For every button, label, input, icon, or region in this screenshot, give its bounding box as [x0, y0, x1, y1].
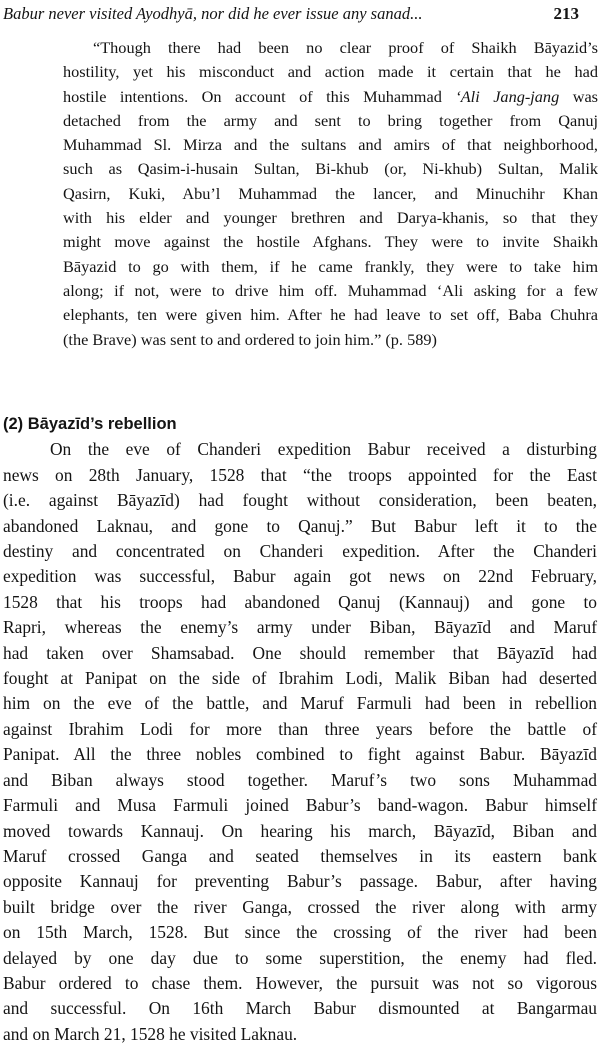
- running-title: Babur never visited Ayodhyā, nor did he ever issue any sanad...: [3, 4, 423, 23]
- quote-line: along; if not, were to drive him off. Muhammad ‘Ali asking for a few: [63, 280, 598, 300]
- body-line: Panipat. All the three nobles combined to fight against Babur. Bāyazīd: [3, 744, 597, 765]
- body-line: and Biban always stood together. Maruf’s two sons Muhammad: [3, 769, 597, 790]
- body-line: Maruf crossed Ganga and seated themselves in its eastern bank: [3, 845, 597, 866]
- body-line: 1528 that his troops had abandoned Qanuj (Kannauj) and gone to: [3, 591, 597, 612]
- quote-line: detached from the army and sent to bring together from Qanuj: [63, 110, 598, 130]
- body-line: Rapri, whereas the enemy’s army under Biban, Bāyazīd and Maruf: [3, 617, 597, 638]
- italic-name: ‘Ali Jang-jang: [455, 86, 560, 106]
- body-line: built bridge over the river Ganga, crossed the river along with army: [3, 896, 597, 917]
- body-line: and on March 21, 1528 he visited Laknau.: [3, 1023, 298, 1044]
- quote-line: Qasirn, Kuki, Abu’l Muhammad the lancer, and Minuchihr Khan: [63, 183, 598, 203]
- quote-line: might move against the hostile Afghans. They were to invite Shaikh: [63, 232, 598, 252]
- quote-line-start: hostile intentions. On account of this Muhammad: [63, 86, 456, 106]
- body-line: expedition was successful, Babur again got news on 22nd February,: [3, 566, 597, 587]
- body-line: Babur ordered to chase them. However, the pursuit was not so vigorous: [3, 972, 597, 993]
- body-line: abandoned Laknau, and gone to Qanuj.” But Babur left it to the: [3, 515, 597, 536]
- quote-line: “Though there had been no clear proof of Shaikh Bāyazid’s: [93, 38, 598, 57]
- body-line: and successful. On 16th March Babur dismounted at Bangarmau: [3, 998, 597, 1019]
- body-line: (i.e. against Bāyazīd) had fought without consideration, been beaten,: [3, 490, 597, 511]
- section-heading: (2) Bāyazīd’s rebellion: [3, 415, 177, 433]
- body-line: him on the eve of the battle, and Maruf Farmuli had been in rebellion: [3, 693, 597, 714]
- quote-line: (the Brave) was sent to and ordered to join him.” (p. 589): [63, 329, 437, 349]
- body-line: news on 28th January, 1528 that “the troops appointed for the East: [3, 464, 597, 485]
- quote-line: such as Qasim-i-husain Sultan, Bi-khub (or, Ni-khub) Sultan, Malik: [63, 159, 598, 179]
- quote-line: elephants, ten were given him. After he had leave to set off, Baba Chuhra: [63, 305, 598, 325]
- quote-line-with-name: [63, 85, 598, 109]
- quote-line: Bāyazid to go with them, if he came frankly, they were to take him: [63, 256, 598, 276]
- section-body: [3, 412, 597, 1047]
- body-line: On the eve of Chanderi expedition Babur received a disturbing: [50, 439, 597, 460]
- body-line: opposite Kannauj for preventing Babur’s passage. Babur, after having: [3, 871, 597, 892]
- body-line: on 15th March, 1528. But since the crossing of the river had been: [3, 922, 597, 943]
- quote-line-end: was: [559, 86, 599, 106]
- quote-line: with his elder and younger brethren and Darya-khanis, so that they: [63, 208, 598, 228]
- block-quote: [63, 36, 598, 352]
- quote-line: Muhammad Sl. Mirza and the sultans and amirs of that neighborhood,: [63, 135, 598, 155]
- body-line: against Ibrahim Lodi for more than three years before the battle of: [3, 718, 597, 739]
- body-line: Farmuli and Musa Farmuli joined Babur’s band-wagon. Babur himself: [3, 795, 597, 816]
- quote-line: hostility, yet his misconduct and action made it certain that he had: [63, 62, 598, 82]
- body-line: fought at Panipat on the side of Ibrahim Lodi, Malik Biban had deserted: [3, 668, 597, 689]
- body-line: moved towards Kannauj. On hearing his march, Bāyazīd, Biban and: [3, 820, 597, 841]
- body-line: had taken over Shamsabad. One should remember that Bāyazīd had: [3, 642, 597, 663]
- body-line: delayed by one day due to some superstition, the enemy had fled.: [3, 947, 597, 968]
- body-line: destiny and concentrated on Chanderi expedition. After the Chanderi: [3, 541, 597, 562]
- page-number: 213: [553, 4, 579, 23]
